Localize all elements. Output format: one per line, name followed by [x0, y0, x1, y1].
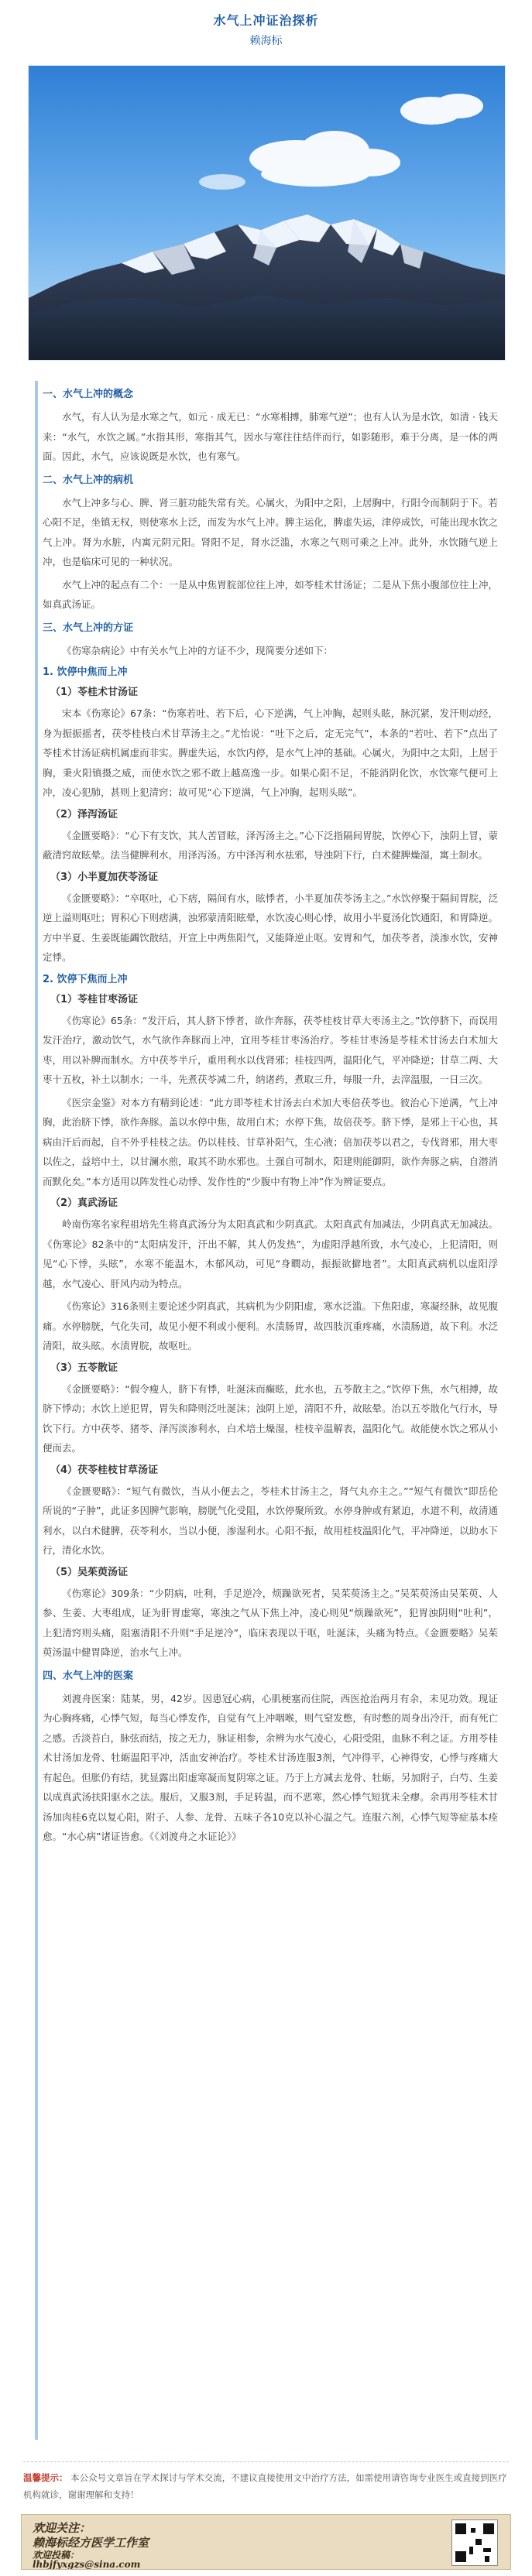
section-heading: （2）泽泻汤证: [50, 808, 118, 820]
paragraph: 《伤寒论》309条：“少阴病，吐利，手足逆冷，烦躁欲死者，吴茱萸汤主之。”吴茱萸汤由吴茱萸、人参、生姜、大枣组成，证为肝胃虚寒，寒浊之气从下焦上冲，凌心则见“烦躁欲死”，犯胃浊阴则“吐利”，上犯清窍则头痛，阻塞清阳不升则“手足逆冷”，临床表现以干呕，吐涎沫，头痛为特点。《金匮要略》吴茱萸汤温中健胃降逆，治水气上冲。: [43, 1587, 498, 1658]
paragraph: 《伤寒论》316条则主要论述少阴真武，其病机为少阴阳虚，寒水泛滥。下焦阳虚，寒凝经脉，故见腹痛。水停膀胱，气化失司，故见小便不利或小便利。水渍肠胃，故四肢沉重疼痛，水渍肠道，故下利。水泛清阳，故头眩。水渍胃脘，故呕吐。: [43, 1300, 498, 1351]
qr-code-icon: [451, 2519, 498, 2566]
paragraph: 水气上冲多与心、脾、肾三脏功能失常有关。心属火，为阳中之阳，上居胸中，行阳令而制阴于下。若心阳不足，坐镇无权，则使寒水上泛，而发为水气上冲。脾主运化，脾虚失运，津停成饮，可能出现水饮之气上冲。肾为水脏，内寓元阴元阳。肾阳不足，肾水泛滥，水寒之气则可乘之上冲。此外，水饮随气逆上冲，也是临床可见的一种状况。: [43, 496, 498, 567]
footer-follow-label: 欢迎关注：: [33, 2521, 91, 2535]
paragraph: 《金匮要略》：“假令瘦人，脐下有悸，吐涎沫而癫眩，此水也，五苓散主之。”饮停下焦，水气相搏，故脐下悸动；水饮上逆犯胃，胃失和降则泛吐涎沫；浊阴上逆，清阳不升，故眩晕。治以五苓散化气行水，导饮下行。方中茯苓、猪苓、泽泻淡渗利水，白术培土燥湿，桂枝辛温解表，温阳化气。故能使水饮之邪从小便而去。: [43, 1382, 498, 1454]
section-heading: （1）苓桂术甘汤证: [50, 687, 139, 698]
article-title: 水气上冲证治探析: [213, 13, 319, 28]
section-heading: （3）五苓散证: [50, 1362, 118, 1374]
section-heading: （5）吴茱萸汤证: [50, 1566, 129, 1578]
section-heading: （3）小半夏加茯苓汤证: [50, 871, 159, 883]
paragraph: 水气上冲的起点有二个：一是从中焦胃脘部位往上冲，如苓桂术甘汤证；二是从下焦小腹部位往上冲，如真武汤证。: [43, 578, 498, 610]
section-heading: （4）茯苓桂枝甘草汤证: [50, 1464, 159, 1476]
hero-mountain-image: [28, 65, 506, 361]
paragraph: 《医宗金鉴》对本方有精到论述：“此方即苓桂术甘汤去白术加大枣倍茯苓也。彼治心下逆满，气上冲胸，此治脐下悸，欲作奔豚。盖以水停中焦，故用白术；水停下焦，故倍茯苓。脐下悸，是邪上干心也，其病由汗后而起，自不外乎桂枝之法。仍以桂枝、甘草补阳气，生心液；倍加茯苓以君之，专伐肾邪，用大枣以佐之，益培中土，以甘澜水煎，取其不助水邪也。土强自可制水，阳建则能御阴，欲作奔豚之病，自潜消而默化矣。”本方适用以阵发性心动悸、发作性的“少腹中有物上冲”作为辨证要点。: [43, 1096, 498, 1187]
paragraph: 水气，有人认为是水寒之气，如元 · 成无已：“水寒相搏，肺寒气逆”；也有人认为是水饮，如清 · 钱天来：“水气，水饮之属。”水指其形，寒指其气，因水与寒往往结伴而行，如影随形，难于分离，是一体的两面。因此，水气，应该说既是水饮，也有寒气。: [43, 411, 498, 462]
notice-label: 温馨提示：: [23, 2472, 68, 2483]
footer-studio-name: 赖海标经方医学工作室: [33, 2536, 149, 2550]
footer-divider: [23, 2461, 509, 2462]
section-heading: 2. 饮停下焦而上冲: [43, 973, 128, 985]
notice-text: 本公众号文章旨在学术探讨与学术交流，不建议直接使用文中治疗方法，如需使用请咨询专业医生或直接到医疗机构就诊，谢谢理解和支持！: [23, 2472, 507, 2500]
section-heading: 1. 饮停中焦而上冲: [43, 666, 128, 678]
paragraph: 《金匮要略》：“短气有微饮，当从小便去之，苓桂术甘汤主之，肾气丸亦主之。”“短气有微饮”即岳伦所说的“子肿”，此证多因脾气影响，膀胱气化受阻，水饮停聚所致。水停身肿或有紧迫，水道不利，故清通利水，以白术健脾，茯苓利水，当以小便，渗湿利水。心阳不振，故用桂枝温阳化气，平冲降逆，以助水下行，清化水饮。: [43, 1485, 498, 1556]
paragraph: 刘渡舟医案：陆某，男，42岁。因患冠心病，心肌梗塞而住院，西医抢治两月有余，未见功效。现证为心胸疼痛，心悸气短，每当心悸发作，自觉有气上冲咽喉，则气窒发憋，有时憋的周身出冷汗，而有死亡之感。舌淡苔白，脉弦而结，按之无力，脉证相参，余辨为水气凌心，心阳受阻，血脉不利之证。方用苓桂术甘汤加龙骨、牡蛎温阳平冲，活血安神治疗。苓桂术甘汤连服3剂，气冲得平，心神得安，心悸与疼痛大有起色。但胀仍有结，犹显露出阳虚寒凝而复阴寒之证。乃于上方减去龙骨、牡蛎，另加附子，白芍、生姜以成真武汤扶阳驱水之法。服后，又服3剂，手足转温，而不恶寒，然心悸气短犹未全瘳。余再用苓桂术甘汤加肉桂6克以复心阳，附子、人参、龙骨、五味子各10克以补心温之气。连服六剂，心悸气短等症基本痊愈。“水心病”诸证皆愈。《《刘渡舟之水证论》》: [43, 1692, 498, 1842]
mountain-landscape-illustration: [29, 66, 505, 360]
section-heading: （1）苓桂甘枣汤证: [50, 993, 139, 1005]
footer-submit-label-visible: 欢迎投稿：: [33, 2550, 80, 2561]
article-body: [35, 381, 498, 2440]
paragraph: 宋本《伤寒论》67条：“伤寒若吐、若下后，心下逆满，气上冲胸，起则头眩，脉沉紧，发汗则动经，身为振振摇者，茯苓桂枝白术甘草汤主之。”尤怡说：“吐下之后，定无完气”，本条的“若吐、若下”点出了苓桂术甘汤证病机属虚而非实。脾虚失运，水饮内停，是水气上冲的基础。心属火，为阳中之太阳，上居于胸，秉火阳镇摄之威，而使水饮之邪不敢上越高逸一步。如果心阳不足，不能消阴化饮，水饮寒气便可上冲，凌心犯肺，甚则上犯清窍；故可见“心下逆满，气上冲胸，起则头眩”。: [43, 707, 498, 798]
paragraph: 《伤寒论》65条：“发汗后，其人脐下悸者，欲作奔豚，茯苓桂枝甘草大枣汤主之。”饮停脐下，而误用发汗治疗，激动饮气，水气欲作奔豚而上冲，宜用苓桂甘枣汤治疗。苓桂甘枣汤是苓桂术甘汤去白术加大枣，用以补脾而制水。方中茯苓半斤，重用利水以伐肾邪；桂枝四两，温阳化气，平冲降逆；甘草二两、大枣十五枚，补土以制水；一斗，先煮茯苓减二升，纳诸药，煮取三升，每服一升，去滓温服，一日三次。: [43, 1014, 498, 1085]
paragraph: 《金匮要略》：“心下有支饮，其人苦冒眩，泽泻汤主之。”心下泛指隔间胃脘，饮停心下，浊阴上冒，蒙蔽清窍故眩晕。法当健脾利水，用泽泻汤。方中泽泻利水祛邪，导浊阴下行，白术健脾燥湿，寓土制水。: [43, 829, 498, 861]
footer-contact-card: [21, 2514, 511, 2570]
paragraph: 岭南伤寒名家程祖培先生将真武汤分为太阳真武和少阴真武。太阳真武有加减法，少阴真武无加减法。《伤寒论》82条中的“太阳病发汗，汗出不解，其人仍发热”，为虚阳浮越所致，水气凌心，上犯清阳，则见“心下悸，头眩”，水寒不能温木，木郁风动，可见“身瞤动，振振欲擗地者”。太阳真武病机以虚阳浮越，水气凌心、肝风内动为特点。: [43, 1218, 498, 1290]
section-heading: 二、水气上冲的病机: [43, 474, 134, 486]
paragraph: 《伤寒杂病论》中有关水气上冲的方证不少，现简要分述如下：: [62, 644, 334, 656]
section-heading: 一、水气上冲的概念: [43, 389, 134, 400]
section-heading: （2）真武汤证: [50, 1197, 118, 1209]
section-heading: 四、水气上冲的医案: [43, 1670, 134, 1682]
paragraph: 《金匮要略》：“卒呕吐，心下痞，隔间有水，眩悸者，小半夏加茯苓汤主之。”水饮停聚于隔间胃脘，泛逆上溢则呕吐；胃积心下则痞满，浊邪蒙清阳眩晕，水饮凌心则心悸，故用小半夏汤化饮通阳，和胃降逆。方中半夏、生姜既能蠲饮散结，开宣上中两焦阳气，又能降逆止呕。安胃和气，加茯苓者，淡渗水饮，安神定悸。: [43, 892, 498, 963]
section-heading: 三、水气上冲的方证: [43, 622, 134, 634]
footer-text-block: [33, 2521, 435, 2570]
article-author: 赖海标: [249, 35, 283, 47]
notice-block: [23, 2469, 509, 2503]
footer-email-visible: lhbjfyxgzs@sina.com: [33, 2559, 141, 2570]
